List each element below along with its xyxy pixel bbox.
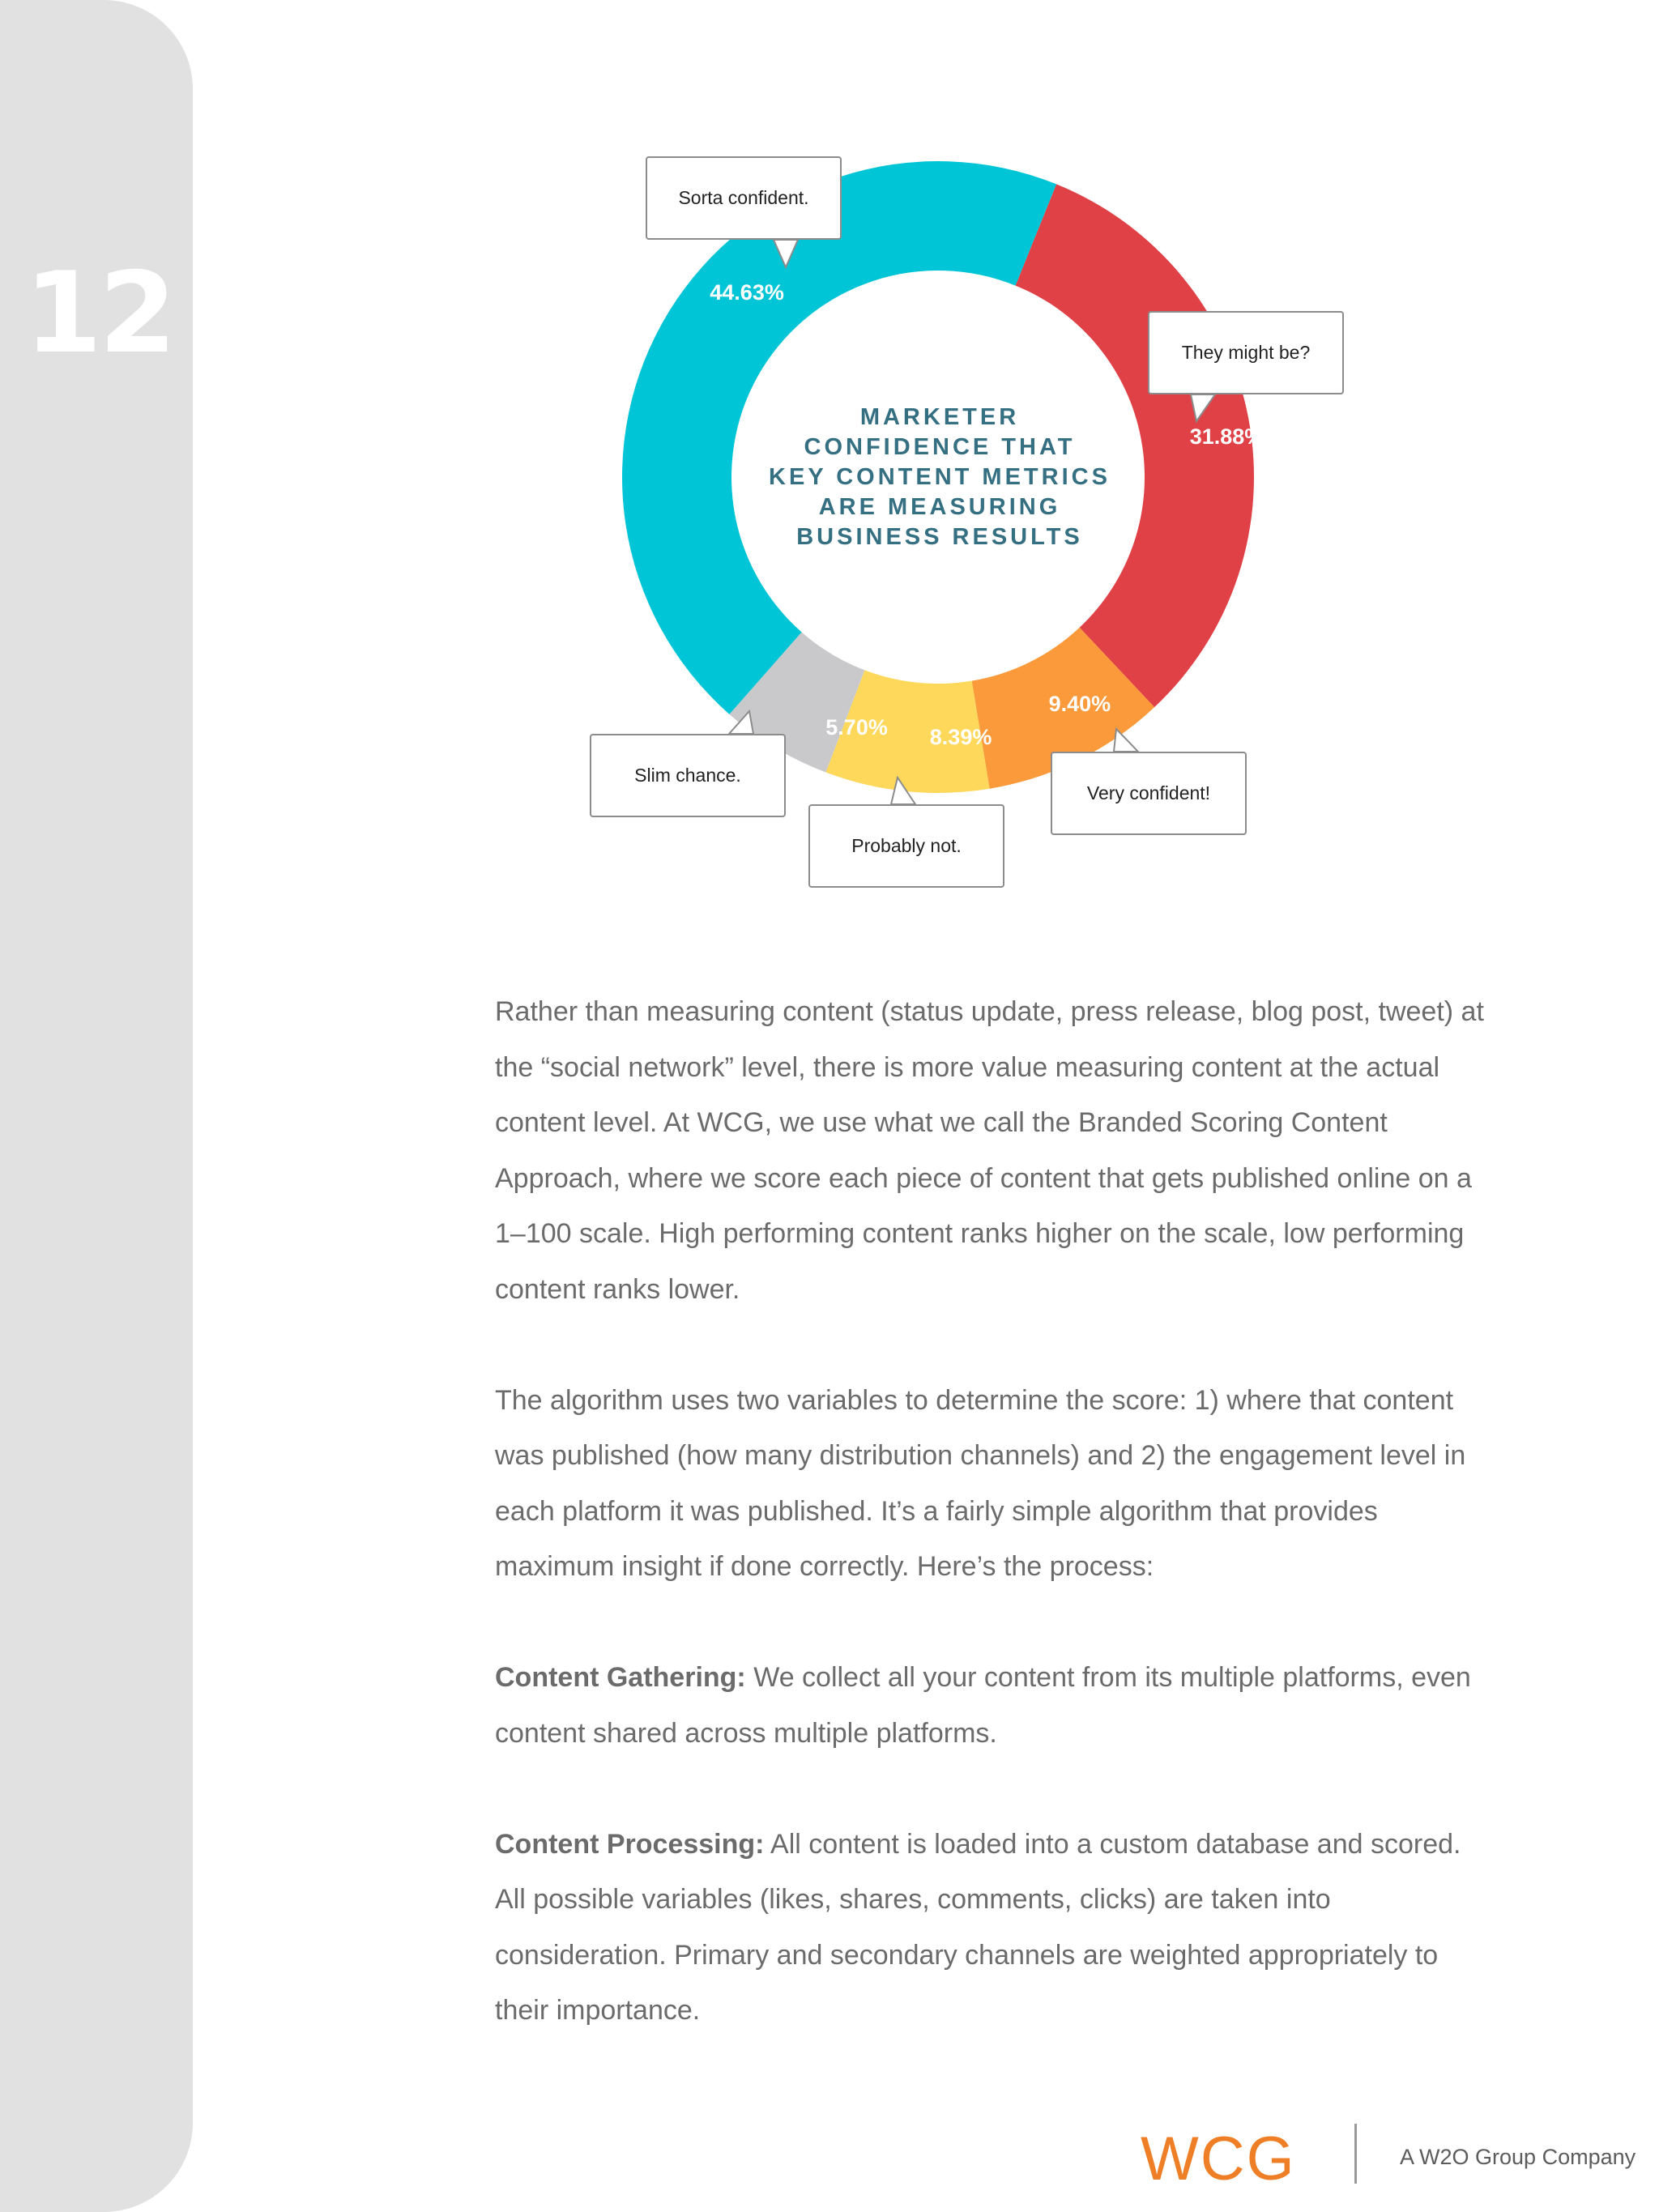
wcg-logo: WCG (1141, 2125, 1296, 2193)
chart-title-line: BUSINESS RESULTS (796, 524, 1083, 550)
company-tagline: A W2O Group Company (1400, 2145, 1636, 2169)
body-text (495, 984, 1487, 2094)
paragraph (495, 1817, 1487, 2039)
logo-divider (1354, 2124, 1357, 2184)
callout-label: They might be? (1181, 342, 1311, 363)
paragraph-heading: Content Gathering: (495, 1662, 746, 1693)
paragraph-text: All content is loaded into a custom database and scored. All possible variables (likes, shares, comments, clicks) are taken into consideration. Primary and secondary channels are weighted appropriately to their importance. (495, 1828, 1461, 2026)
paragraph (495, 1650, 1487, 1761)
page-number: 12 (24, 248, 174, 378)
callout-sorta-confident (646, 156, 842, 240)
slice-value-label: 8.39% (929, 724, 992, 749)
slice-value-label: 44.63% (710, 280, 784, 305)
slice-value-label: 9.40% (1048, 691, 1111, 716)
paragraph-heading: Content Processing: (495, 1828, 765, 1860)
callout-probably-not (808, 804, 1004, 888)
callout-label: Sorta confident. (678, 187, 809, 208)
chart-title-line: ARE MEASURING (818, 494, 1061, 520)
chart-title-line: MARKETER (859, 404, 1020, 430)
callout-label: Slim chance. (634, 765, 741, 786)
callout-label: Probably not. (851, 835, 962, 856)
callout-very-confident (1051, 752, 1247, 835)
callout-slim-chance (590, 734, 786, 817)
callout-label: Very confident! (1086, 782, 1211, 803)
chart-title-line: CONFIDENCE THAT (804, 434, 1076, 460)
paragraph: The algorithm uses two variables to determine the score: 1) where that content was published (how many distribution channels) and 2) the engagement level in each platform it was published. It’s a fairly simple algorithm that provides maximum insight if done correctly. Here’s the process: (495, 1384, 1466, 1582)
callout-pointer (1114, 729, 1138, 752)
slice-value-label: 5.70% (825, 715, 888, 740)
paragraph-text: We collect all your content from its multiple platforms, even content shared across multiple platforms. (495, 1662, 1471, 1749)
chart-title-line: KEY CONTENT METRICS (769, 464, 1111, 490)
slice-value-label: 31.88% (1189, 424, 1265, 449)
callout-they-might-be (1148, 311, 1344, 394)
paragraph: Rather than measuring content (status update, press release, blog post, tweet) at the “social network” level, there is more value measuring content at the actual content level. At WCG, we use what we call the Branded Scoring Content Approach, where we score each piece of content that gets published online on a 1–100 scale. High performing content ranks higher on the scale, low performing content ranks lower. (495, 996, 1484, 1305)
chart-title (745, 403, 1134, 552)
